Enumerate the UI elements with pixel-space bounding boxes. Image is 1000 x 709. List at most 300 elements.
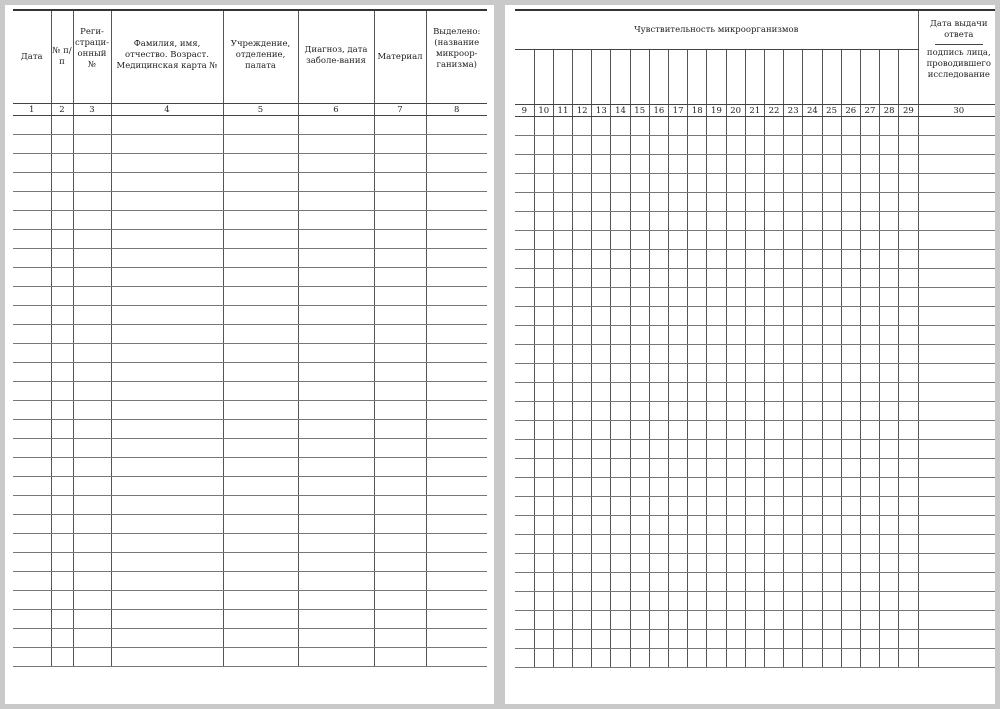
table-cell[interactable] — [515, 345, 534, 364]
table-cell[interactable] — [860, 478, 879, 497]
table-cell[interactable] — [573, 307, 592, 326]
table-cell[interactable] — [880, 174, 899, 193]
table-cell[interactable] — [764, 269, 783, 288]
table-cell[interactable] — [918, 155, 995, 174]
table-cell[interactable] — [726, 440, 745, 459]
table-cell[interactable] — [899, 554, 918, 573]
table-cell[interactable] — [880, 592, 899, 611]
table-cell[interactable] — [860, 383, 879, 402]
table-cell[interactable] — [13, 477, 51, 496]
table-cell[interactable] — [426, 382, 487, 401]
table-cell[interactable] — [534, 421, 553, 440]
table-cell[interactable] — [592, 573, 611, 592]
table-cell[interactable] — [374, 173, 426, 192]
table-cell[interactable] — [534, 516, 553, 535]
table-cell[interactable] — [630, 554, 649, 573]
table-cell[interactable] — [649, 516, 668, 535]
table-cell[interactable] — [669, 383, 688, 402]
table-cell[interactable] — [880, 345, 899, 364]
table-cell[interactable] — [630, 630, 649, 649]
table-cell[interactable] — [534, 402, 553, 421]
table-cell[interactable] — [573, 421, 592, 440]
table-cell[interactable] — [899, 174, 918, 193]
table-cell[interactable] — [223, 458, 298, 477]
table-cell[interactable] — [918, 174, 995, 193]
table-cell[interactable] — [374, 534, 426, 553]
table-cell[interactable] — [426, 325, 487, 344]
table-cell[interactable] — [822, 231, 841, 250]
table-cell[interactable] — [688, 573, 707, 592]
table-cell[interactable] — [553, 573, 572, 592]
table-cell[interactable] — [592, 592, 611, 611]
table-cell[interactable] — [630, 497, 649, 516]
table-cell[interactable] — [426, 192, 487, 211]
table-cell[interactable] — [51, 325, 73, 344]
table-cell[interactable] — [899, 383, 918, 402]
table-cell[interactable] — [223, 230, 298, 249]
table-cell[interactable] — [51, 553, 73, 572]
table-cell[interactable] — [899, 573, 918, 592]
table-cell[interactable] — [669, 440, 688, 459]
table-cell[interactable] — [841, 421, 860, 440]
table-cell[interactable] — [899, 250, 918, 269]
table-cell[interactable] — [841, 497, 860, 516]
table-cell[interactable] — [841, 136, 860, 155]
table-cell[interactable] — [611, 117, 630, 136]
table-cell[interactable] — [592, 212, 611, 231]
table-cell[interactable] — [726, 193, 745, 212]
table-cell[interactable] — [860, 573, 879, 592]
table-cell[interactable] — [73, 382, 111, 401]
table-cell[interactable] — [630, 212, 649, 231]
table-cell[interactable] — [611, 364, 630, 383]
table-cell[interactable] — [822, 459, 841, 478]
table-cell[interactable] — [553, 649, 572, 668]
table-cell[interactable] — [111, 382, 223, 401]
table-cell[interactable] — [630, 193, 649, 212]
table-cell[interactable] — [918, 516, 995, 535]
table-cell[interactable] — [534, 326, 553, 345]
table-cell[interactable] — [669, 269, 688, 288]
table-cell[interactable] — [611, 630, 630, 649]
table-cell[interactable] — [745, 383, 764, 402]
table-cell[interactable] — [611, 516, 630, 535]
table-cell[interactable] — [553, 611, 572, 630]
table-cell[interactable] — [745, 117, 764, 136]
table-cell[interactable] — [707, 611, 726, 630]
table-cell[interactable] — [880, 554, 899, 573]
table-cell[interactable] — [707, 231, 726, 250]
table-cell[interactable] — [73, 572, 111, 591]
table-cell[interactable] — [515, 269, 534, 288]
table-cell[interactable] — [611, 212, 630, 231]
table-cell[interactable] — [630, 383, 649, 402]
table-cell[interactable] — [374, 401, 426, 420]
table-cell[interactable] — [592, 497, 611, 516]
table-cell[interactable] — [51, 629, 73, 648]
table-cell[interactable] — [707, 193, 726, 212]
table-cell[interactable] — [918, 497, 995, 516]
table-cell[interactable] — [426, 477, 487, 496]
table-cell[interactable] — [611, 649, 630, 668]
table-cell[interactable] — [630, 459, 649, 478]
table-cell[interactable] — [726, 554, 745, 573]
table-cell[interactable] — [426, 534, 487, 553]
table-cell[interactable] — [553, 345, 572, 364]
table-cell[interactable] — [880, 535, 899, 554]
table-cell[interactable] — [880, 136, 899, 155]
table-cell[interactable] — [688, 155, 707, 174]
table-cell[interactable] — [630, 307, 649, 326]
table-cell[interactable] — [899, 478, 918, 497]
table-cell[interactable] — [822, 269, 841, 288]
table-cell[interactable] — [515, 117, 534, 136]
table-cell[interactable] — [374, 515, 426, 534]
table-cell[interactable] — [669, 421, 688, 440]
table-cell[interactable] — [592, 421, 611, 440]
table-cell[interactable] — [611, 497, 630, 516]
table-cell[interactable] — [860, 174, 879, 193]
table-cell[interactable] — [860, 630, 879, 649]
table-cell[interactable] — [784, 649, 803, 668]
table-cell[interactable] — [764, 288, 783, 307]
table-cell[interactable] — [553, 250, 572, 269]
table-cell[interactable] — [611, 592, 630, 611]
table-cell[interactable] — [918, 649, 995, 668]
table-cell[interactable] — [611, 326, 630, 345]
table-cell[interactable] — [688, 592, 707, 611]
table-cell[interactable] — [298, 363, 374, 382]
table-cell[interactable] — [726, 649, 745, 668]
table-cell[interactable] — [764, 421, 783, 440]
table-cell[interactable] — [726, 592, 745, 611]
table-cell[interactable] — [13, 363, 51, 382]
table-cell[interactable] — [426, 496, 487, 515]
table-cell[interactable] — [592, 288, 611, 307]
table-cell[interactable] — [764, 592, 783, 611]
table-cell[interactable] — [726, 174, 745, 193]
table-cell[interactable] — [880, 288, 899, 307]
table-cell[interactable] — [13, 382, 51, 401]
table-cell[interactable] — [880, 383, 899, 402]
table-cell[interactable] — [822, 288, 841, 307]
table-cell[interactable] — [880, 307, 899, 326]
table-cell[interactable] — [745, 611, 764, 630]
table-cell[interactable] — [649, 649, 668, 668]
table-cell[interactable] — [13, 629, 51, 648]
table-cell[interactable] — [860, 554, 879, 573]
table-cell[interactable] — [688, 250, 707, 269]
table-cell[interactable] — [592, 516, 611, 535]
table-cell[interactable] — [860, 440, 879, 459]
table-cell[interactable] — [426, 648, 487, 667]
table-cell[interactable] — [298, 648, 374, 667]
table-cell[interactable] — [803, 288, 822, 307]
table-cell[interactable] — [860, 345, 879, 364]
table-cell[interactable] — [899, 136, 918, 155]
table-cell[interactable] — [592, 326, 611, 345]
table-cell[interactable] — [880, 402, 899, 421]
table-cell[interactable] — [534, 250, 553, 269]
table-cell[interactable] — [669, 326, 688, 345]
table-cell[interactable] — [515, 402, 534, 421]
table-cell[interactable] — [880, 117, 899, 136]
table-cell[interactable] — [764, 459, 783, 478]
table-cell[interactable] — [803, 326, 822, 345]
table-cell[interactable] — [649, 174, 668, 193]
table-cell[interactable] — [880, 440, 899, 459]
table-cell[interactable] — [918, 326, 995, 345]
table-cell[interactable] — [784, 136, 803, 155]
table-cell[interactable] — [592, 307, 611, 326]
table-cell[interactable] — [553, 212, 572, 231]
table-cell[interactable] — [426, 306, 487, 325]
table-cell[interactable] — [534, 383, 553, 402]
table-cell[interactable] — [223, 553, 298, 572]
table-cell[interactable] — [841, 193, 860, 212]
table-cell[interactable] — [764, 231, 783, 250]
table-cell[interactable] — [374, 268, 426, 287]
table-cell[interactable] — [860, 136, 879, 155]
table-cell[interactable] — [13, 610, 51, 629]
table-cell[interactable] — [534, 136, 553, 155]
table-cell[interactable] — [630, 231, 649, 250]
table-cell[interactable] — [73, 496, 111, 515]
table-cell[interactable] — [73, 116, 111, 135]
table-cell[interactable] — [803, 231, 822, 250]
table-cell[interactable] — [899, 630, 918, 649]
table-cell[interactable] — [803, 212, 822, 231]
table-cell[interactable] — [649, 231, 668, 250]
table-cell[interactable] — [223, 287, 298, 306]
table-cell[interactable] — [515, 250, 534, 269]
table-cell[interactable] — [899, 592, 918, 611]
table-cell[interactable] — [764, 611, 783, 630]
table-cell[interactable] — [841, 345, 860, 364]
table-cell[interactable] — [899, 459, 918, 478]
table-cell[interactable] — [880, 478, 899, 497]
table-cell[interactable] — [51, 211, 73, 230]
table-cell[interactable] — [374, 648, 426, 667]
table-cell[interactable] — [573, 554, 592, 573]
table-cell[interactable] — [822, 155, 841, 174]
table-cell[interactable] — [803, 136, 822, 155]
table-cell[interactable] — [899, 117, 918, 136]
table-cell[interactable] — [553, 497, 572, 516]
table-cell[interactable] — [841, 117, 860, 136]
table-cell[interactable] — [745, 136, 764, 155]
table-cell[interactable] — [223, 135, 298, 154]
table-cell[interactable] — [726, 573, 745, 592]
table-cell[interactable] — [649, 421, 668, 440]
table-cell[interactable] — [374, 249, 426, 268]
table-cell[interactable] — [918, 573, 995, 592]
table-cell[interactable] — [899, 155, 918, 174]
table-cell[interactable] — [726, 611, 745, 630]
table-cell[interactable] — [918, 117, 995, 136]
table-cell[interactable] — [298, 344, 374, 363]
table-cell[interactable] — [803, 440, 822, 459]
table-cell[interactable] — [573, 136, 592, 155]
table-cell[interactable] — [223, 325, 298, 344]
table-cell[interactable] — [573, 459, 592, 478]
table-cell[interactable] — [111, 287, 223, 306]
table-cell[interactable] — [630, 364, 649, 383]
table-cell[interactable] — [611, 250, 630, 269]
table-cell[interactable] — [223, 116, 298, 135]
table-cell[interactable] — [223, 249, 298, 268]
table-cell[interactable] — [860, 421, 879, 440]
table-cell[interactable] — [707, 136, 726, 155]
table-cell[interactable] — [534, 497, 553, 516]
table-cell[interactable] — [223, 439, 298, 458]
table-cell[interactable] — [726, 383, 745, 402]
table-cell[interactable] — [726, 307, 745, 326]
table-cell[interactable] — [374, 458, 426, 477]
table-cell[interactable] — [515, 231, 534, 250]
table-cell[interactable] — [899, 326, 918, 345]
table-cell[interactable] — [688, 383, 707, 402]
table-cell[interactable] — [784, 231, 803, 250]
table-cell[interactable] — [111, 648, 223, 667]
table-cell[interactable] — [592, 440, 611, 459]
table-cell[interactable] — [73, 515, 111, 534]
table-cell[interactable] — [822, 497, 841, 516]
table-cell[interactable] — [880, 364, 899, 383]
table-cell[interactable] — [553, 478, 572, 497]
table-cell[interactable] — [73, 211, 111, 230]
table-cell[interactable] — [51, 116, 73, 135]
table-cell[interactable] — [426, 401, 487, 420]
table-cell[interactable] — [51, 648, 73, 667]
table-cell[interactable] — [426, 572, 487, 591]
table-cell[interactable] — [515, 364, 534, 383]
table-cell[interactable] — [111, 439, 223, 458]
table-cell[interactable] — [764, 326, 783, 345]
table-cell[interactable] — [111, 325, 223, 344]
table-cell[interactable] — [841, 592, 860, 611]
table-cell[interactable] — [111, 458, 223, 477]
table-cell[interactable] — [803, 250, 822, 269]
table-cell[interactable] — [573, 326, 592, 345]
table-cell[interactable] — [688, 516, 707, 535]
table-cell[interactable] — [822, 326, 841, 345]
table-cell[interactable] — [611, 383, 630, 402]
table-cell[interactable] — [860, 649, 879, 668]
table-cell[interactable] — [784, 269, 803, 288]
table-cell[interactable] — [611, 155, 630, 174]
table-cell[interactable] — [688, 649, 707, 668]
table-cell[interactable] — [880, 269, 899, 288]
table-cell[interactable] — [111, 420, 223, 439]
table-cell[interactable] — [669, 630, 688, 649]
table-cell[interactable] — [880, 516, 899, 535]
table-cell[interactable] — [592, 136, 611, 155]
table-cell[interactable] — [73, 325, 111, 344]
table-cell[interactable] — [111, 534, 223, 553]
table-cell[interactable] — [426, 211, 487, 230]
table-cell[interactable] — [899, 535, 918, 554]
table-cell[interactable] — [573, 212, 592, 231]
table-cell[interactable] — [630, 649, 649, 668]
table-cell[interactable] — [669, 231, 688, 250]
table-cell[interactable] — [726, 117, 745, 136]
table-cell[interactable] — [822, 630, 841, 649]
table-cell[interactable] — [784, 402, 803, 421]
table-cell[interactable] — [51, 458, 73, 477]
table-cell[interactable] — [223, 382, 298, 401]
table-cell[interactable] — [534, 478, 553, 497]
table-cell[interactable] — [803, 174, 822, 193]
table-cell[interactable] — [374, 154, 426, 173]
table-cell[interactable] — [822, 478, 841, 497]
table-cell[interactable] — [669, 288, 688, 307]
table-cell[interactable] — [918, 364, 995, 383]
table-cell[interactable] — [73, 268, 111, 287]
table-cell[interactable] — [111, 515, 223, 534]
table-cell[interactable] — [611, 421, 630, 440]
table-cell[interactable] — [13, 553, 51, 572]
table-cell[interactable] — [688, 117, 707, 136]
table-cell[interactable] — [764, 478, 783, 497]
table-cell[interactable] — [573, 516, 592, 535]
table-cell[interactable] — [298, 534, 374, 553]
table-cell[interactable] — [860, 231, 879, 250]
table-cell[interactable] — [592, 535, 611, 554]
table-cell[interactable] — [784, 421, 803, 440]
table-cell[interactable] — [841, 288, 860, 307]
table-cell[interactable] — [298, 306, 374, 325]
table-cell[interactable] — [611, 554, 630, 573]
table-cell[interactable] — [707, 155, 726, 174]
table-cell[interactable] — [515, 573, 534, 592]
table-cell[interactable] — [860, 269, 879, 288]
table-cell[interactable] — [803, 364, 822, 383]
table-cell[interactable] — [784, 288, 803, 307]
table-cell[interactable] — [592, 193, 611, 212]
table-cell[interactable] — [841, 649, 860, 668]
table-cell[interactable] — [918, 307, 995, 326]
table-cell[interactable] — [13, 591, 51, 610]
table-cell[interactable] — [611, 269, 630, 288]
table-cell[interactable] — [899, 307, 918, 326]
table-cell[interactable] — [841, 630, 860, 649]
table-cell[interactable] — [573, 383, 592, 402]
table-cell[interactable] — [592, 383, 611, 402]
table-cell[interactable] — [880, 459, 899, 478]
table-cell[interactable] — [669, 497, 688, 516]
table-cell[interactable] — [111, 135, 223, 154]
table-cell[interactable] — [73, 363, 111, 382]
table-cell[interactable] — [13, 154, 51, 173]
table-cell[interactable] — [649, 326, 668, 345]
table-cell[interactable] — [899, 212, 918, 231]
table-cell[interactable] — [745, 231, 764, 250]
table-cell[interactable] — [726, 136, 745, 155]
table-cell[interactable] — [841, 326, 860, 345]
table-cell[interactable] — [669, 611, 688, 630]
table-cell[interactable] — [803, 535, 822, 554]
table-cell[interactable] — [899, 345, 918, 364]
table-cell[interactable] — [649, 573, 668, 592]
table-cell[interactable] — [649, 136, 668, 155]
table-cell[interactable] — [880, 611, 899, 630]
table-cell[interactable] — [298, 116, 374, 135]
table-cell[interactable] — [573, 269, 592, 288]
table-cell[interactable] — [592, 478, 611, 497]
table-cell[interactable] — [534, 231, 553, 250]
table-cell[interactable] — [298, 439, 374, 458]
